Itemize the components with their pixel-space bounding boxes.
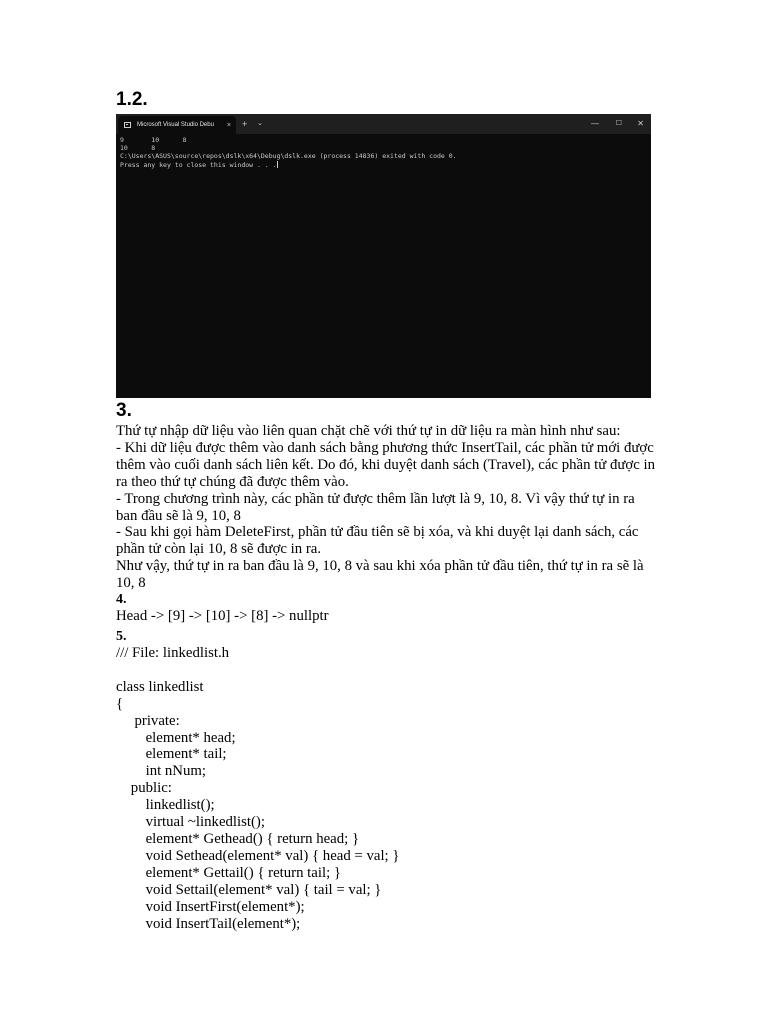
close-window-icon[interactable]: ✕ [637, 119, 644, 128]
paragraph: - Khi dữ liệu được thêm vào danh sách bằng phương thức InsertTail, các phần tử mới được thêm vào cuối danh sách liên kết. Do đó, khi duyệt danh sách (Travel), các phần tử được in ra theo thứ tự chúng đã được thêm vào. [116, 439, 656, 490]
linked-list-diagram-text: Head -> [9] -> [10] -> [8] -> nullptr [116, 608, 329, 624]
paragraph: Thứ tự nhập dữ liệu vào liên quan chặt chẽ với thứ tự in dữ liệu ra màn hình như sau: [116, 423, 621, 439]
console-tab-bar [116, 114, 651, 134]
heading-1-2: 1.2. [116, 89, 148, 110]
console-tab-title: Microsoft Visual Studio Debu [137, 122, 214, 128]
console-line: Press any key to close this window . . . [120, 160, 277, 169]
paragraph: - Sau khi gọi hàm DeleteFirst, phần tử đầu tiên sẽ bị xóa, và khi duyệt lại danh sách, các phần tử còn lại 10, 8 sẽ được in ra. [116, 524, 639, 558]
chevron-down-icon[interactable]: ⌄ [257, 120, 263, 127]
console-line: 9 10 8 [120, 136, 187, 144]
heading-4: 4. [116, 592, 127, 607]
console-output [116, 134, 651, 169]
heading-5: 5. [116, 629, 127, 644]
explanation-text [116, 423, 656, 592]
text-cursor [277, 161, 278, 168]
paragraph: Như vậy, thứ tự in ra ban đầu là 9, 10, 8 và sau khi xóa phần tử đầu tiên, thứ tự in ra sẽ là 10, 8 [116, 558, 644, 592]
code-listing: /// File: linkedlist.h class linkedlist { private: element* head; element* tail; int nNum; public: linkedlist(); virtual ~linkedlist(); element* Gethead() { return head; } void Sethead(element* val) { head = val; } element* Gettail() { return tail; } void Settail(element* val) { tail = val; } void InsertFirst(element*); void InsertTail(element*); [116, 645, 400, 932]
console-line: 10 8 [120, 144, 156, 153]
maximize-icon[interactable]: ☐ [615, 120, 622, 127]
terminal-icon [124, 122, 131, 128]
console-window-screenshot [116, 114, 651, 398]
console-tab[interactable] [118, 116, 236, 134]
new-tab-icon[interactable]: + [242, 119, 248, 129]
tab-close-icon[interactable]: × [226, 121, 231, 129]
minimize-icon[interactable]: — [591, 119, 599, 128]
console-line: C:\Users\ASUS\source\repos\dslk\x64\Debug\dslk.exe (process 14836) exited with code 0. [120, 152, 457, 161]
paragraph: - Trong chương trình này, các phần tử được thêm lần lượt là 9, 10, 8. Vì vậy thứ tự in ra ban đầu sẽ là 9, 10, 8 [116, 490, 635, 524]
heading-3: 3. [116, 400, 132, 421]
